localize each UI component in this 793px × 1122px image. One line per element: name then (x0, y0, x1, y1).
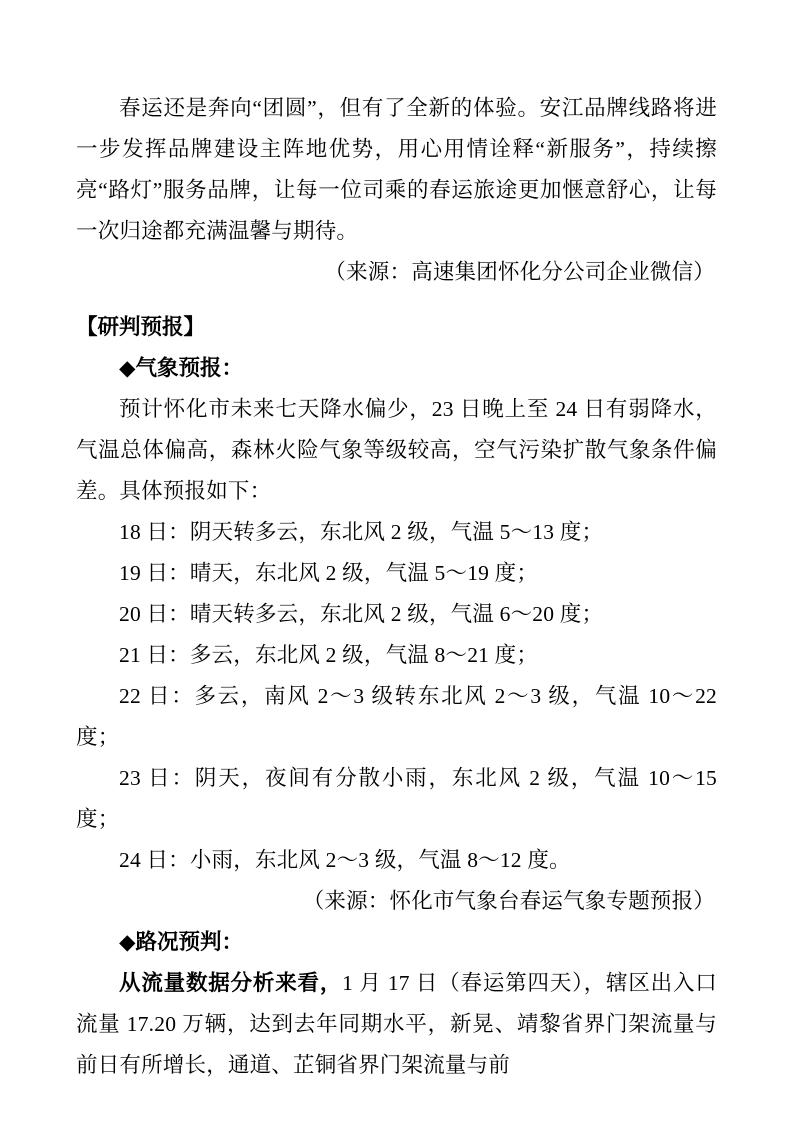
subheading-road-forecast: ◆路况预判： (119, 930, 244, 954)
section-title-research-forecast: 【研判预报】 (76, 315, 206, 339)
weather-item-21: 21 日：多云，东北风 2 级，气温 8～21 度； (119, 643, 539, 667)
weather-summary: 预计怀化市未来七天降水偏少，23 日晚上至 24 日有弱降水，气温总体偏高，森林火险气象等级较高，空气污染扩散气象条件偏差。具体预报如下： (76, 397, 717, 503)
spacer (76, 293, 717, 307)
weather-item-18: 18 日：阴天转多云，东北风 2 级，气温 5～13 度； (119, 520, 604, 544)
source-line-weather-bureau: （来源：怀化市气象台春运气象专题预报） (302, 889, 715, 913)
source-line-weixin: （来源：高速集团怀化分公司企业微信） (324, 260, 715, 284)
weather-item-23: 23 日：阴天，夜间有分散小雨，东北风 2 级，气温 10～15 度； (76, 766, 717, 831)
weather-item-24: 24 日：小雨，东北风 2～3 级，气温 8～12 度。 (119, 848, 571, 872)
road-paragraph (76, 963, 717, 1086)
weather-item-22: 22 日：多云，南风 2～3 级转东北风 2～3 级，气温 10～22 度； (76, 684, 717, 749)
weather-item-19: 19 日：晴天，东北风 2 级，气温 5～19 度； (119, 561, 539, 585)
weather-item-20: 20 日：晴天转多云，东北风 2 级，气温 6～20 度； (119, 602, 604, 626)
road-body: 1 月 17 日（春运第四天），辖区出入口流量 17.20 万辆，达到去年同期水平，新晃、靖黎省界门架流量与前日有所增长，通道、芷铜省界门架流量与前 (76, 971, 717, 1077)
road-lead-bold: 从流量数据分析来看， (119, 971, 343, 995)
paragraph-intro: 春运还是奔向“团圆”，但有了全新的体验。安江品牌线路将进一步发挥品牌建设主阵地优势，用心用情诠释“新服务”，持续擦亮“路灯”服务品牌，让每一位司乘的春运旅途更加惬意舒心，让每一次归途都充满温馨与期待。 (76, 96, 717, 243)
subheading-weather-forecast: ◆气象预报： (119, 356, 244, 380)
